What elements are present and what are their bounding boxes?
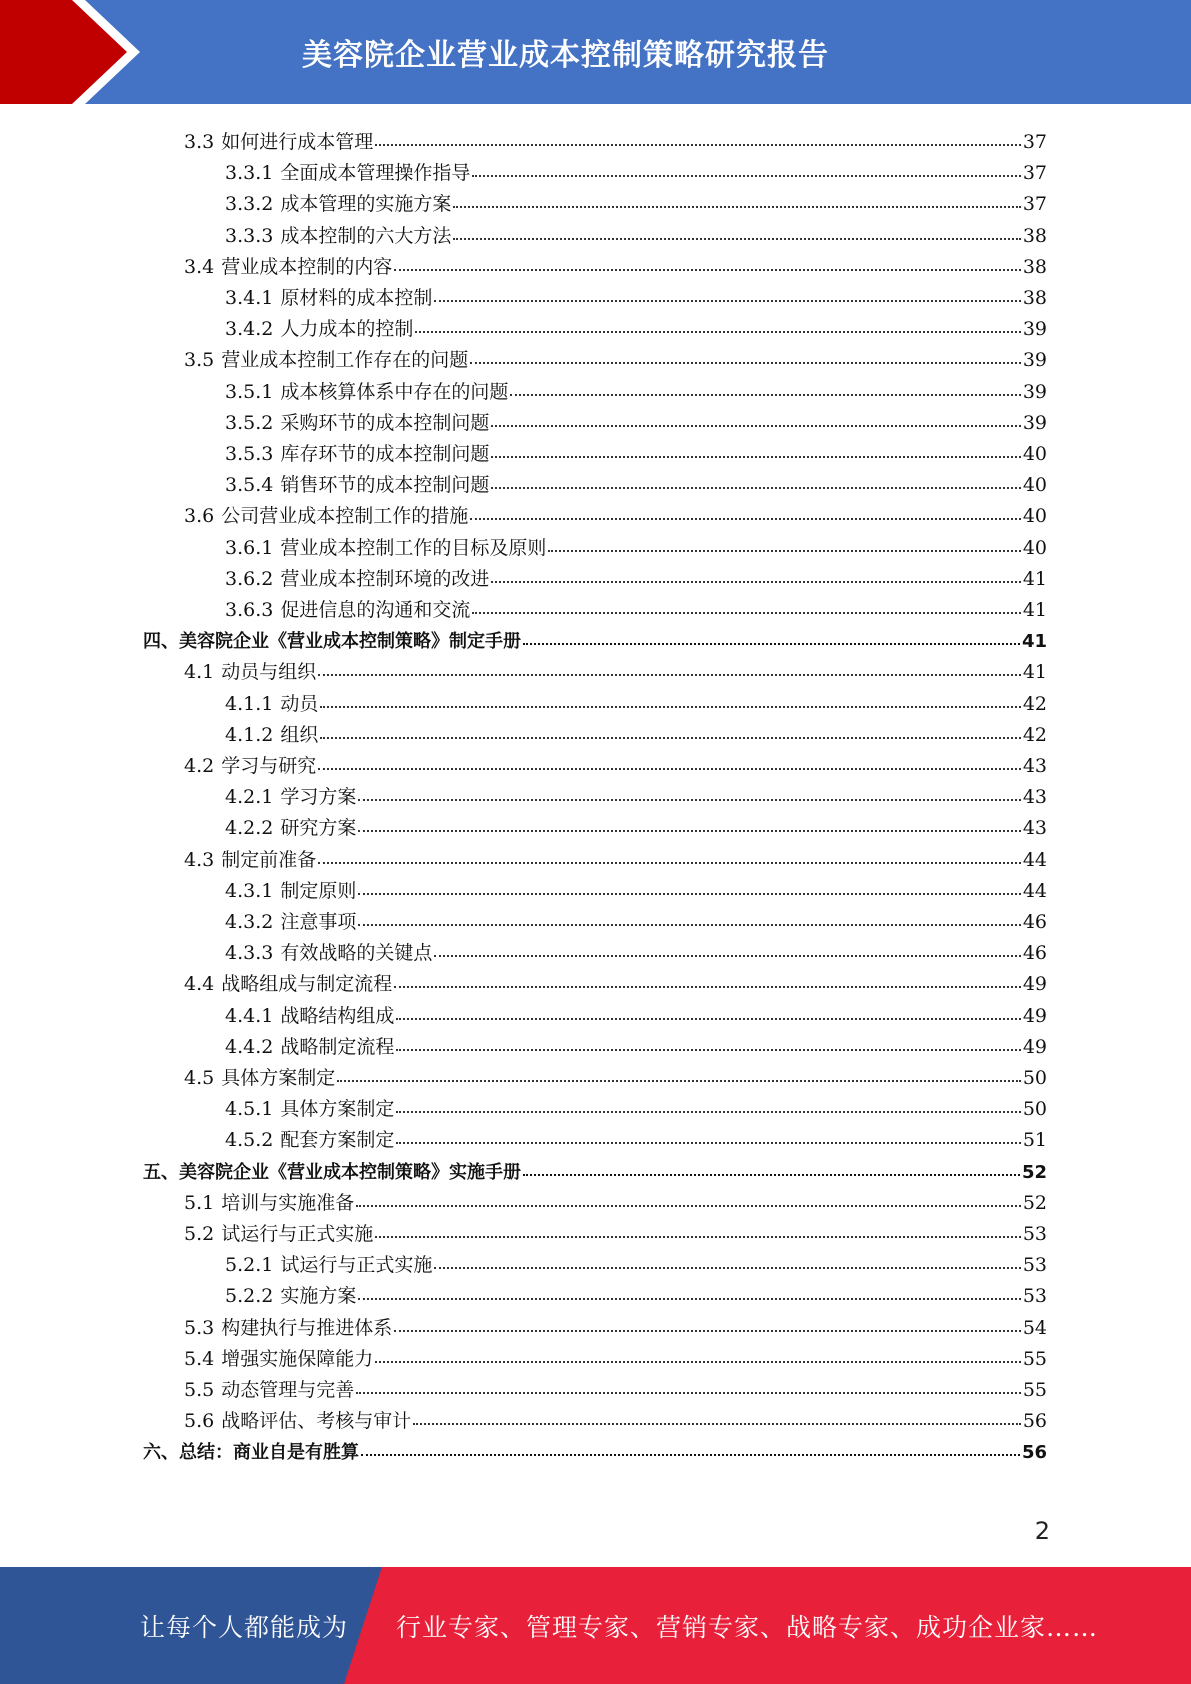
toc-dot-leader <box>318 655 1021 676</box>
toc-dot-leader <box>548 531 1020 552</box>
toc-entry-title: 学习与研究 <box>221 755 317 777</box>
toc-dot-leader <box>491 437 1020 458</box>
toc-entry-page: 42 <box>1022 693 1047 715</box>
toc-entry[interactable] <box>225 595 1047 626</box>
toc-entry-page: 40 <box>1022 505 1047 527</box>
toc-entry-number: 3.3.1 <box>225 162 274 184</box>
toc-entry-number: 3.5 <box>184 349 215 371</box>
toc-entry-title: 战略组成与制定流程 <box>221 973 393 995</box>
toc-entry-number: 5.4 <box>184 1348 215 1370</box>
toc-entry-number: 3.5.2 <box>225 412 274 434</box>
toc-dot-leader <box>491 468 1020 489</box>
document-title: 美容院企业营业成本控制策略研究报告 <box>302 38 829 73</box>
toc-entry-title: 动态管理与完善 <box>221 1379 355 1401</box>
toc-entry-page: 50 <box>1022 1098 1047 1120</box>
toc-entry[interactable] <box>184 1406 1047 1437</box>
toc-dot-leader <box>396 999 1020 1020</box>
toc-entry-title: 成本核算体系中存在的问题 <box>280 381 509 403</box>
toc-entry[interactable] <box>184 252 1047 283</box>
toc-entry[interactable] <box>225 564 1047 595</box>
toc-entry-title: 战略评估、考核与审计 <box>221 1410 412 1432</box>
toc-entry-title: 战略制定流程 <box>280 1036 395 1058</box>
toc-entry[interactable] <box>184 1219 1047 1250</box>
toc-entry[interactable] <box>184 501 1047 532</box>
toc-dot-leader <box>375 125 1021 146</box>
toc-entry[interactable] <box>225 907 1047 938</box>
toc-entry-title: 营业成本控制的内容 <box>221 256 393 278</box>
toc-entry-title: 库存环节的成本控制问题 <box>280 443 490 465</box>
toc-entry[interactable] <box>225 439 1047 470</box>
toc-entry-number: 4.5.2 <box>225 1129 274 1151</box>
toc-entry-page: 38 <box>1022 256 1047 278</box>
toc-dot-leader <box>375 1217 1021 1238</box>
toc-entry-title: 营业成本控制环境的改进 <box>280 568 490 590</box>
toc-entry[interactable] <box>225 189 1047 220</box>
toc-entry-page: 56 <box>1021 1442 1047 1463</box>
toc-entry-title: 成本管理的实施方案 <box>280 193 452 215</box>
toc-entry-title: 促进信息的沟通和交流 <box>280 599 471 621</box>
toc-entry-number: 4.3.3 <box>225 942 274 964</box>
toc-entry-page: 40 <box>1022 443 1047 465</box>
toc-entry-number: 3.3 <box>184 131 215 153</box>
toc-entry-number: 4.4.1 <box>225 1005 274 1027</box>
toc-entry-title: 试运行与正式实施 <box>280 1254 433 1276</box>
toc-entry[interactable] <box>225 876 1047 907</box>
toc-entry-title: 战略结构组成 <box>280 1005 395 1027</box>
toc-entry[interactable] <box>184 1063 1047 1094</box>
toc-entry[interactable] <box>225 283 1047 314</box>
toc-entry[interactable] <box>184 127 1047 158</box>
page-header <box>0 0 1191 111</box>
toc-entry[interactable] <box>225 1125 1047 1156</box>
toc-entry-number: 4.5 <box>184 1067 215 1089</box>
toc-dot-leader <box>358 874 1020 895</box>
toc-entry-number: 5.2 <box>184 1223 215 1245</box>
toc-dot-leader <box>358 780 1020 801</box>
toc-entry-number: 4.3.2 <box>225 911 274 933</box>
toc-entry-number: 4.4.2 <box>225 1036 274 1058</box>
toc-entry-title: 试运行与正式实施 <box>221 1223 374 1245</box>
toc-entry-title: 培训与实施准备 <box>221 1192 355 1214</box>
page-footer <box>0 1567 1191 1684</box>
toc-entry-number: 5.3 <box>184 1317 215 1339</box>
toc-entry-title: 具体方案制定 <box>221 1067 336 1089</box>
toc-dot-leader <box>523 1155 1020 1176</box>
toc-entry[interactable] <box>225 813 1047 844</box>
toc-entry-number: 4.4 <box>184 973 215 995</box>
toc-dot-leader <box>470 499 1021 520</box>
toc-dot-leader <box>491 562 1020 583</box>
toc-entry-number: 4.2.1 <box>225 786 274 808</box>
toc-entry-page: 40 <box>1022 474 1047 496</box>
toc-entry[interactable] <box>225 221 1047 252</box>
toc-entry[interactable] <box>225 470 1047 501</box>
toc-dot-leader <box>396 1092 1020 1113</box>
toc-dot-leader <box>415 312 1020 333</box>
toc-entry-page: 39 <box>1022 412 1047 434</box>
toc-dot-leader <box>491 406 1020 427</box>
toc-entry[interactable] <box>225 158 1047 189</box>
toc-dot-leader <box>318 749 1021 770</box>
toc-entry-title: 公司营业成本控制工作的措施 <box>221 505 469 527</box>
toc-dot-leader <box>434 281 1020 302</box>
toc-dot-leader <box>337 1061 1021 1082</box>
toc-entry[interactable] <box>225 938 1047 969</box>
toc-entry-page: 37 <box>1022 193 1047 215</box>
toc-entry-page: 49 <box>1022 973 1047 995</box>
toc-dot-leader <box>320 718 1020 739</box>
toc-entry[interactable] <box>225 782 1047 813</box>
toc-entry-number: 5.1 <box>184 1192 215 1214</box>
toc-entry-title: 配套方案制定 <box>280 1129 395 1151</box>
toc-entry-page: 44 <box>1022 849 1047 871</box>
toc-entry-page: 53 <box>1022 1285 1047 1307</box>
toc-entry-number: 3.4.2 <box>225 318 274 340</box>
toc-entry-page: 41 <box>1022 599 1047 621</box>
toc-entry-page: 37 <box>1022 131 1047 153</box>
toc-entry-title: 营业成本控制工作存在的问题 <box>221 349 469 371</box>
toc-entry-page: 38 <box>1022 225 1047 247</box>
toc-entry-title: 制定原则 <box>280 880 357 902</box>
toc-dot-leader <box>358 811 1020 832</box>
toc-entry-title: 如何进行成本管理 <box>221 131 374 153</box>
toc-entry-title: 全面成本管理操作指导 <box>280 162 471 184</box>
toc-entry-page: 46 <box>1022 942 1047 964</box>
toc-entry[interactable] <box>184 845 1047 876</box>
footer-slogan-left: 让每个人都能成为 <box>140 1612 349 1642</box>
toc-entry[interactable] <box>184 1375 1047 1406</box>
toc-entry[interactable] <box>184 657 1047 688</box>
toc-entry-page: 52 <box>1022 1192 1047 1214</box>
toc-dot-leader <box>470 343 1021 364</box>
toc-entry-title: 动员与组织 <box>221 661 317 683</box>
toc-entry-page: 38 <box>1022 287 1047 309</box>
toc-dot-leader <box>375 1342 1021 1363</box>
toc-dot-leader <box>413 1404 1021 1425</box>
toc-entry[interactable] <box>225 1001 1047 1032</box>
toc-entry-title: 动员 <box>280 693 319 715</box>
toc-dot-leader <box>453 219 1020 240</box>
toc-entry[interactable] <box>225 314 1047 345</box>
toc-entry-number: 4.1.1 <box>225 693 274 715</box>
toc-entry-page: 43 <box>1022 817 1047 839</box>
toc-dot-leader <box>394 967 1021 988</box>
toc-entry-number: 4.1.2 <box>225 724 274 746</box>
toc-entry-number: 4.1 <box>184 661 215 683</box>
toc-entry-title: 具体方案制定 <box>280 1098 395 1120</box>
toc-entry-number: 5.6 <box>184 1410 215 1432</box>
toc-dot-leader <box>356 1186 1021 1207</box>
toc-entry[interactable] <box>225 720 1047 751</box>
toc-entry-page: 44 <box>1022 880 1047 902</box>
toc-entry[interactable] <box>184 969 1047 1000</box>
toc-dot-leader <box>318 843 1021 864</box>
toc-chapter-entry[interactable] <box>143 1157 1047 1188</box>
toc-entry-page: 50 <box>1022 1067 1047 1089</box>
toc-entry[interactable] <box>225 1281 1047 1312</box>
toc-entry-page: 53 <box>1022 1223 1047 1245</box>
toc-entry-page: 51 <box>1022 1129 1047 1151</box>
toc-dot-leader <box>394 250 1021 271</box>
toc-entry-number: 4.2 <box>184 755 215 777</box>
toc-entry-number: 3.3.3 <box>225 225 274 247</box>
toc-entry[interactable] <box>184 1313 1047 1344</box>
toc-dot-leader <box>472 156 1020 177</box>
toc-entry-page: 46 <box>1022 911 1047 933</box>
toc-entry-title: 营业成本控制工作的目标及原则 <box>280 537 547 559</box>
toc-entry-page: 41 <box>1021 631 1047 652</box>
toc-entry-number: 3.6.2 <box>225 568 274 590</box>
toc-entry-page: 54 <box>1022 1317 1047 1339</box>
toc-entry-title: 研究方案 <box>280 817 357 839</box>
toc-entry-title: 增强实施保障能力 <box>221 1348 374 1370</box>
toc-entry-title: 构建执行与推进体系 <box>221 1317 393 1339</box>
toc-dot-leader <box>396 1123 1020 1144</box>
toc-dot-leader <box>510 375 1020 396</box>
toc-entry-page: 39 <box>1022 318 1047 340</box>
toc-entry-page: 42 <box>1022 724 1047 746</box>
toc-entry[interactable] <box>225 1250 1047 1281</box>
toc-entry-title: 制定前准备 <box>221 849 317 871</box>
footer-slogan-right: 行业专家、管理专家、营销专家、战略专家、成功企业家…… <box>396 1612 1099 1642</box>
toc-entry-page: 41 <box>1022 661 1047 683</box>
toc-entry-page: 43 <box>1022 755 1047 777</box>
toc-entry-number: 5.5 <box>184 1379 215 1401</box>
toc-entry-page: 43 <box>1022 786 1047 808</box>
toc-entry-page: 39 <box>1022 381 1047 403</box>
toc-entry-page: 53 <box>1022 1254 1047 1276</box>
toc-entry-number: 3.4 <box>184 256 215 278</box>
toc-entry-number: 4.3 <box>184 849 215 871</box>
toc-entry-title: 组织 <box>280 724 319 746</box>
page-number: 2 <box>1034 1517 1050 1545</box>
toc-chapter-entry[interactable] <box>143 1437 1047 1468</box>
toc-entry[interactable] <box>225 533 1047 564</box>
toc-entry-page: 41 <box>1022 568 1047 590</box>
toc-entry[interactable] <box>225 1094 1047 1125</box>
toc-entry-number: 3.4.1 <box>225 287 274 309</box>
toc-dot-leader <box>394 1311 1021 1332</box>
toc-entry-number: 5.2.1 <box>225 1254 274 1276</box>
toc-entry-title: 原材料的成本控制 <box>280 287 433 309</box>
toc-entry-title: 注意事项 <box>280 911 357 933</box>
toc-entry-page: 49 <box>1022 1036 1047 1058</box>
toc-entry-title: 五、美容院企业《营业成本控制策略》实施手册 <box>143 1162 521 1183</box>
toc-entry-page: 49 <box>1022 1005 1047 1027</box>
toc-entry-number: 5.2.2 <box>225 1285 274 1307</box>
toc-dot-leader <box>358 905 1020 926</box>
toc-entry-title: 实施方案 <box>280 1285 357 1307</box>
toc-entry-title: 四、美容院企业《营业成本控制策略》制定手册 <box>143 631 521 652</box>
toc-dot-leader <box>356 1373 1021 1394</box>
toc-entry-number: 3.6 <box>184 505 215 527</box>
toc-dot-leader <box>434 936 1020 957</box>
toc-entry-page: 40 <box>1022 537 1047 559</box>
toc-entry-page: 55 <box>1022 1348 1047 1370</box>
toc-entry-number: 3.5.1 <box>225 381 274 403</box>
toc-entry-page: 55 <box>1022 1379 1047 1401</box>
toc-chapter-entry[interactable] <box>143 626 1047 657</box>
toc-entry-number: 3.6.1 <box>225 537 274 559</box>
toc-dot-leader <box>434 1248 1020 1269</box>
toc-entry-number: 4.3.1 <box>225 880 274 902</box>
toc-dot-leader <box>523 624 1020 645</box>
toc-dot-leader <box>361 1435 1020 1456</box>
toc-entry[interactable] <box>184 1344 1047 1375</box>
toc-entry-page: 52 <box>1021 1162 1047 1183</box>
toc-entry-page: 39 <box>1022 349 1047 371</box>
toc-entry-number: 3.5.3 <box>225 443 274 465</box>
toc-entry-number: 4.2.2 <box>225 817 274 839</box>
toc-entry[interactable] <box>184 751 1047 782</box>
toc-entry[interactable] <box>184 1188 1047 1219</box>
toc-dot-leader <box>396 1030 1020 1051</box>
toc-entry-number: 3.6.3 <box>225 599 274 621</box>
toc-dot-leader <box>453 187 1020 208</box>
toc-entry-title: 销售环节的成本控制问题 <box>280 474 490 496</box>
toc-entry[interactable] <box>225 377 1047 408</box>
toc-entry[interactable] <box>225 689 1047 720</box>
toc-entry[interactable] <box>184 345 1047 376</box>
toc-entry-page: 56 <box>1022 1410 1047 1432</box>
toc-entry[interactable] <box>225 1032 1047 1063</box>
toc-entry-title: 人力成本的控制 <box>280 318 414 340</box>
toc-entry-title: 采购环节的成本控制问题 <box>280 412 490 434</box>
toc-entry-title: 学习方案 <box>280 786 357 808</box>
toc-entry[interactable] <box>225 408 1047 439</box>
toc-entry-number: 3.5.4 <box>225 474 274 496</box>
toc-dot-leader <box>472 593 1020 614</box>
toc-dot-leader <box>320 687 1020 708</box>
toc-entry-page: 37 <box>1022 162 1047 184</box>
toc-entry-title: 成本控制的六大方法 <box>280 225 452 247</box>
toc-entry-title: 六、总结：商业自是有胜算 <box>143 1442 359 1463</box>
toc-entry-title: 有效战略的关键点 <box>280 942 433 964</box>
toc-entry-number: 4.5.1 <box>225 1098 274 1120</box>
toc-entry-number: 3.3.2 <box>225 193 274 215</box>
toc-dot-leader <box>358 1279 1020 1300</box>
